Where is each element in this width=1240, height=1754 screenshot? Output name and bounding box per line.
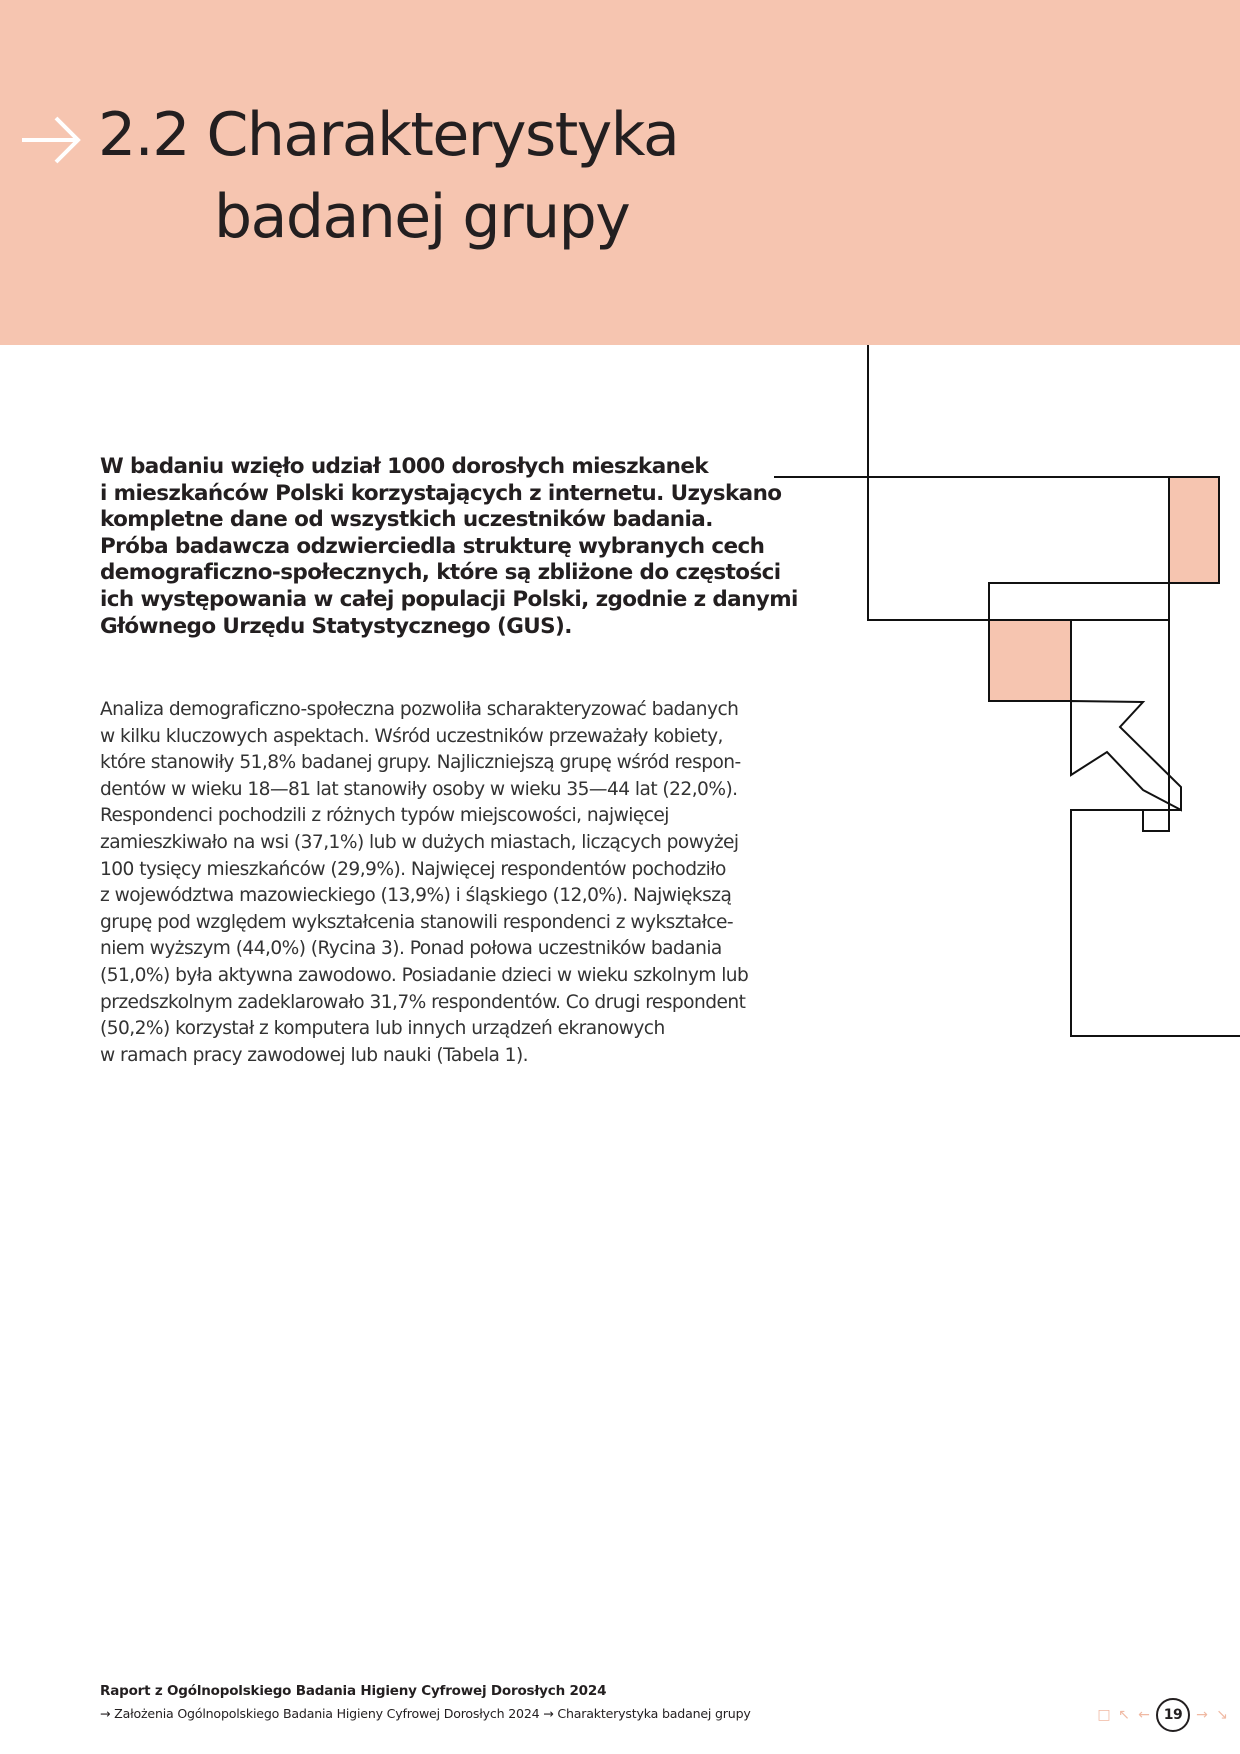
square-icon[interactable]: □	[1097, 1707, 1111, 1723]
arrow-down-right-icon[interactable]: ↘	[1216, 1707, 1228, 1723]
lead-line: W badaniu wzięło udział 1000 dorosłych mieszkanek	[100, 454, 709, 479]
lead-line: demograficzno-społecznych, które są zbliżone do częstości	[100, 560, 781, 586]
body-paragraph	[100, 697, 780, 1069]
body-line: Analiza demograficzno-społeczna pozwoliła scharakteryzować badanych	[100, 699, 739, 720]
footer-report-title: Raport z Ogólnopolskiego Badania Higieny Cyfrowej Dorosłych 2024	[100, 1683, 607, 1699]
arrow-left-icon[interactable]: ←	[1138, 1707, 1150, 1723]
body-line: przedszkolnym zadeklarowało 31,7% respondentów. Co drugi respondent	[100, 991, 746, 1013]
body-line: 100 tysięcy mieszkańców (29,9%). Najwięcej respondentów pochodziło	[100, 858, 726, 880]
page-navigation	[1096, 1698, 1238, 1732]
decorative-salmon-square-middle	[989, 620, 1071, 701]
body-line: Respondenci pochodzili z różnych typów miejscowości, najwięcej	[100, 805, 669, 827]
body-line: dentów w wieku 18—81 lat stanowiły osoby w wieku 35—44 lat (22,0%).	[100, 778, 738, 800]
body-line: w ramach pracy zawodowej lub nauki (Tabela 1).	[100, 1044, 529, 1066]
arrow-right-icon	[20, 114, 84, 164]
page-title-line-1: 2.2 Charakterystyka	[98, 100, 679, 170]
body-line: które stanowiły 51,8% badanej grupy. Najliczniejszą grupę wśród respon-	[100, 752, 741, 774]
body-line: (50,2%) korzystał z komputera lub innych urządzeń ekranowych	[100, 1018, 665, 1040]
lead-paragraph	[100, 454, 798, 640]
body-line: w kilku kluczowych aspektach. Wśród uczestników przeważały kobiety,	[100, 725, 723, 747]
lead-line: ich występowania w całej populacji Polski, zgodnie z danymi	[100, 586, 798, 612]
lead-line: Głównego Urzędu Statystycznego (GUS).	[100, 613, 572, 639]
body-line: grupę pod względem wykształcenia stanowili respondenci z wykształce-	[100, 911, 734, 933]
footer-breadcrumb[interactable]: → Założenia Ogólnopolskiego Badania Higieny Cyfrowej Dorosłych 2024 → Charakterystyka badanej grupy	[100, 1706, 751, 1721]
page-title-line-2: badanej grupy	[214, 182, 630, 252]
decorative-cursor-outline	[1071, 701, 1181, 810]
header-band	[0, 0, 1240, 345]
decorative-line-frame-1	[868, 345, 1169, 620]
page-number: 19	[1156, 1698, 1190, 1732]
decorative-line-frame-3	[1071, 810, 1240, 1036]
body-line: zamieszkiwało na wsi (37,1%) lub w dużych miastach, liczących powyżej	[100, 831, 739, 853]
body-line: niem wyższym (44,0%) (Rycina 3). Ponad połowa uczestników badania	[100, 938, 722, 960]
arrow-up-left-icon[interactable]: ↖	[1118, 1707, 1130, 1723]
decorative-salmon-square-top	[1169, 477, 1219, 583]
decorative-line-frame-2	[989, 583, 1169, 831]
lead-line: i mieszkańców Polski korzystających z internetu. Uzyskano	[100, 480, 782, 506]
arrow-right-icon[interactable]: →	[1196, 1707, 1208, 1723]
page-title	[98, 94, 678, 258]
lead-line: Próba badawcza odzwierciedla strukturę wybranych cech	[100, 533, 765, 559]
body-line: (51,0%) była aktywna zawodowo. Posiadanie dzieci w wieku szkolnym lub	[100, 964, 749, 986]
body-line: z województwa mazowieckiego (13,9%) i śląskiego (12,0%). Największą	[100, 885, 732, 907]
lead-line: kompletne dane od wszystkich uczestników badania.	[100, 507, 713, 533]
